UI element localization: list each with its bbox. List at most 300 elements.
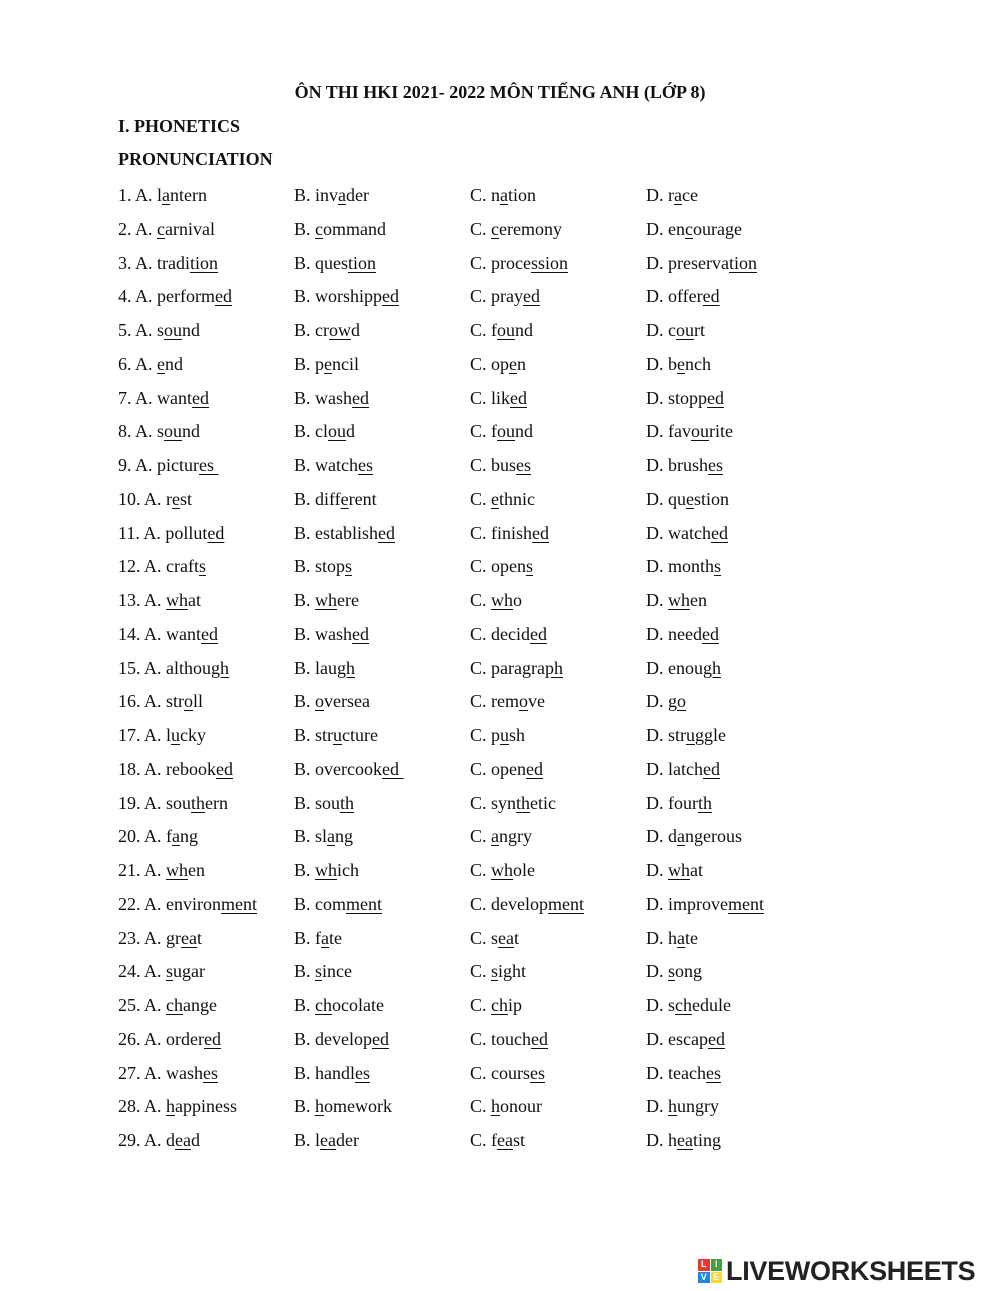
underlined-letters: s <box>526 556 534 577</box>
option-text: ocolate <box>332 995 384 1015</box>
option-text: C. p <box>470 725 501 745</box>
liveworksheets-logo <box>698 1256 975 1286</box>
option-text: ole <box>513 860 536 880</box>
option-text: A. <box>144 590 167 610</box>
answer-option[interactable] <box>646 1059 721 1087</box>
underlined-letters: tion <box>190 252 219 273</box>
answer-option[interactable] <box>294 620 369 648</box>
answer-option[interactable] <box>118 282 232 310</box>
answer-option[interactable] <box>294 1059 370 1087</box>
answer-option[interactable] <box>470 350 526 378</box>
answer-option[interactable] <box>646 451 723 479</box>
question-row <box>118 890 878 924</box>
option-text: D. <box>646 961 668 982</box>
answer-option[interactable] <box>470 316 533 344</box>
underlined-letters: ment <box>727 893 764 914</box>
underlined-letters: es <box>355 1062 370 1083</box>
underlined-letters: ed <box>530 623 547 644</box>
answer-option[interactable] <box>646 856 703 884</box>
option-text: D. stopp <box>646 387 708 408</box>
answer-option[interactable] <box>294 1025 389 1053</box>
underlined-letters: ed <box>532 522 550 543</box>
answer-option[interactable] <box>470 1092 542 1120</box>
question-number: 28. <box>118 1096 141 1117</box>
underlined-letters: a <box>674 185 682 205</box>
question-number: 19. <box>118 792 141 813</box>
option-text: C. pray <box>470 286 523 307</box>
underlined-letters: ea <box>498 927 514 948</box>
answer-option[interactable] <box>646 957 702 985</box>
underlined-letters: gh <box>337 657 355 678</box>
underlined-letters: o <box>519 691 528 712</box>
option-text: B. worshipp <box>294 286 383 307</box>
option-text: C. decid <box>470 623 530 644</box>
question-number: 24. <box>118 961 141 982</box>
answer-option[interactable] <box>294 485 377 513</box>
option-text: C. cours <box>470 1062 530 1083</box>
answer-option[interactable] <box>294 890 382 918</box>
answer-option[interactable] <box>470 620 547 648</box>
answer-option[interactable] <box>470 282 540 310</box>
option-text: ng <box>180 826 199 847</box>
option-text: sh <box>509 725 526 745</box>
answer-option[interactable] <box>646 519 728 547</box>
option-text: der <box>336 1130 359 1150</box>
underlined-letters: c <box>685 218 693 239</box>
option-text: A. althou <box>144 657 212 678</box>
underlined-letters: ed <box>372 1028 389 1049</box>
option-text: A. <box>135 218 158 239</box>
option-text: ntern <box>170 185 207 205</box>
answer-option[interactable] <box>118 316 200 344</box>
question-number: 25. <box>118 995 141 1015</box>
answer-option[interactable] <box>118 654 229 682</box>
answer-option[interactable] <box>646 316 705 344</box>
underlined-letters: ow <box>329 320 351 340</box>
option-text: ve <box>528 691 545 712</box>
option-text: C. bus <box>470 455 517 475</box>
answer-option[interactable] <box>118 890 257 918</box>
option-text: st <box>180 488 193 509</box>
option-text: B. l <box>294 1130 321 1150</box>
underlined-letters: ch <box>675 995 693 1015</box>
answer-option[interactable] <box>294 384 369 412</box>
answer-option[interactable] <box>118 519 224 547</box>
underlined-letters: e <box>686 488 694 509</box>
answer-option[interactable] <box>470 249 568 277</box>
option-text: D. r <box>646 185 674 205</box>
underlined-letters: e <box>491 488 500 509</box>
underlined-letters: s <box>345 556 353 577</box>
answer-option[interactable] <box>118 721 206 749</box>
option-text: te <box>329 927 342 948</box>
answer-option[interactable] <box>294 1126 359 1154</box>
question-number: 21. <box>118 860 141 880</box>
answer-option[interactable] <box>470 215 562 243</box>
answer-option[interactable] <box>470 856 535 884</box>
answer-option[interactable] <box>646 350 711 378</box>
answer-option[interactable] <box>646 789 712 817</box>
option-text: C. <box>470 488 492 509</box>
option-text: A. r <box>144 488 173 509</box>
question-number: 10. <box>118 488 141 509</box>
answer-option[interactable] <box>646 485 729 513</box>
option-text: B. str <box>294 725 334 745</box>
answer-option[interactable] <box>294 451 373 479</box>
answer-option[interactable] <box>294 282 399 310</box>
underlined-letters: ed <box>204 1028 221 1049</box>
option-text: D. watch <box>646 522 711 543</box>
answer-option[interactable] <box>646 282 720 310</box>
answer-option[interactable] <box>646 215 742 243</box>
answer-option[interactable] <box>646 552 721 580</box>
option-text: D. teach <box>646 1062 706 1083</box>
answer-option[interactable] <box>118 856 205 884</box>
answer-option[interactable] <box>294 350 359 378</box>
option-text: A. pictur <box>135 455 199 475</box>
option-text: t <box>197 927 203 948</box>
option-text: nd <box>165 353 184 374</box>
option-text: d <box>351 320 360 340</box>
question-number: 1. <box>118 185 132 205</box>
answer-option[interactable] <box>646 586 707 614</box>
answer-option[interactable] <box>470 1126 525 1154</box>
answer-option[interactable] <box>294 249 376 277</box>
option-text: ight <box>498 961 527 982</box>
answer-option[interactable] <box>646 249 757 277</box>
option-text: B. cl <box>294 421 328 442</box>
option-text: at <box>690 860 703 880</box>
question-row <box>118 417 878 451</box>
question-number: 13. <box>118 590 141 610</box>
option-text: o <box>513 590 523 610</box>
underlined-letters: u <box>171 725 181 745</box>
answer-option[interactable] <box>470 586 522 614</box>
option-text: en <box>690 590 707 610</box>
option-text: D. str <box>646 725 686 745</box>
logo-letter: V <box>698 1272 710 1284</box>
question-row <box>118 282 878 316</box>
option-text: B. <box>294 860 316 880</box>
answer-option[interactable] <box>470 654 563 682</box>
answer-option[interactable] <box>470 1059 545 1087</box>
underlined-letters: ea <box>175 1130 191 1150</box>
underlined-letters: wh <box>491 590 514 610</box>
answer-option[interactable] <box>294 924 342 952</box>
answer-option[interactable] <box>118 1025 221 1053</box>
answer-option[interactable] <box>118 215 215 243</box>
option-text: ommand <box>323 218 387 239</box>
answer-option[interactable] <box>470 1025 548 1053</box>
answer-option[interactable] <box>646 687 686 715</box>
answer-option[interactable] <box>470 417 533 445</box>
option-text: ce <box>682 185 698 205</box>
answer-option[interactable] <box>118 350 183 378</box>
question-row <box>118 384 878 418</box>
answer-option[interactable] <box>118 552 206 580</box>
answer-option[interactable] <box>294 991 384 1019</box>
underlined-letters: tion <box>348 252 377 273</box>
answer-option[interactable] <box>470 755 543 783</box>
option-text: ere <box>337 590 359 610</box>
answer-option[interactable] <box>118 417 200 445</box>
option-text: C. <box>470 961 492 982</box>
underlined-letters: es <box>708 455 723 475</box>
answer-option[interactable] <box>646 1092 719 1120</box>
option-text: ong <box>675 961 703 982</box>
answer-option[interactable] <box>646 654 721 682</box>
answer-option[interactable] <box>470 552 533 580</box>
answer-option[interactable] <box>646 822 742 850</box>
option-text: A. <box>144 860 167 880</box>
answer-option[interactable] <box>646 620 719 648</box>
answer-option[interactable] <box>294 316 360 344</box>
answer-option[interactable] <box>470 451 531 479</box>
answer-option[interactable] <box>470 789 556 817</box>
answer-option[interactable] <box>294 789 354 817</box>
question-number: 7. <box>118 387 132 408</box>
option-text: C. op <box>470 353 510 374</box>
underlined-letters: ed <box>378 522 395 543</box>
option-text: B. wash <box>294 387 352 408</box>
underlined-letters: ea <box>497 1130 513 1150</box>
option-text: D. offer <box>646 286 703 307</box>
option-text: C. <box>470 826 492 847</box>
underlined-letters: ou <box>497 421 515 442</box>
option-text: D. b <box>646 353 677 374</box>
underlined-letters: ea <box>320 1130 336 1150</box>
answer-option[interactable] <box>118 485 192 513</box>
underlined-letters: ed <box>701 623 719 644</box>
underlined-letters: c <box>491 218 500 239</box>
answer-option[interactable] <box>646 890 764 918</box>
option-text: eremony <box>499 218 562 239</box>
answer-option[interactable] <box>294 721 378 749</box>
answer-option[interactable] <box>118 1092 237 1120</box>
answer-option[interactable] <box>118 1059 218 1087</box>
answer-option[interactable] <box>470 721 525 749</box>
answer-option[interactable] <box>294 957 352 985</box>
question-row <box>118 654 878 688</box>
answer-option[interactable] <box>118 1126 200 1154</box>
underlined-letters: ed <box>702 286 720 307</box>
answer-option[interactable] <box>118 687 203 715</box>
answer-option[interactable] <box>646 181 698 209</box>
option-text: B. sou <box>294 792 341 813</box>
answer-option[interactable] <box>470 924 519 952</box>
question-row <box>118 519 878 553</box>
option-text: D. h <box>646 1130 677 1150</box>
underlined-letters: c <box>315 218 324 239</box>
answer-option[interactable] <box>294 654 355 682</box>
option-text: C. paragra <box>470 657 545 678</box>
answer-option[interactable] <box>294 822 353 850</box>
section-heading: I. PHONETICS <box>118 116 241 136</box>
option-text: omework <box>324 1096 392 1117</box>
option-text: A. f <box>144 826 173 847</box>
option-text: ugar <box>173 961 206 982</box>
answer-option[interactable] <box>118 384 209 412</box>
question-row <box>118 1126 878 1160</box>
option-text: A. s <box>135 421 165 442</box>
answer-option[interactable] <box>118 620 218 648</box>
underlined-letters: ch <box>491 995 509 1015</box>
option-text: t <box>514 927 520 948</box>
underlined-letters: ed <box>531 1028 548 1049</box>
answer-option[interactable] <box>646 721 726 749</box>
option-text: B. p <box>294 353 325 374</box>
underlined-letters: th <box>191 792 206 813</box>
underlined-letters: u <box>500 725 510 745</box>
question-number: 3. <box>118 252 132 273</box>
underlined-letters: ou <box>690 421 709 442</box>
answer-option[interactable] <box>470 991 522 1019</box>
answer-option[interactable] <box>470 181 536 209</box>
option-text: A. <box>144 961 167 982</box>
option-text: A. want <box>135 387 193 408</box>
answer-option[interactable] <box>646 755 720 783</box>
underlined-letters: ea <box>677 1130 693 1150</box>
answer-option[interactable] <box>118 991 217 1019</box>
logo-letter: E <box>711 1272 723 1284</box>
answer-option[interactable] <box>294 417 355 445</box>
page-title: ÔN THI HKI 2021- 2022 MÔN TIẾNG ANH (LỚP 8) <box>294 82 706 102</box>
answer-option[interactable] <box>646 1025 725 1053</box>
underlined-letters: e <box>172 488 181 509</box>
option-text: D. s <box>646 995 676 1015</box>
underlined-letters: th <box>340 792 355 813</box>
answer-option[interactable] <box>294 215 386 243</box>
underlined-letters: wh <box>166 590 189 610</box>
option-text: nd <box>182 320 201 340</box>
question-number: 15. <box>118 657 141 678</box>
underlined-letters: e <box>340 488 349 509</box>
answer-option[interactable] <box>118 822 198 850</box>
option-text: D. escap <box>646 1028 708 1049</box>
option-text: C. <box>470 995 492 1015</box>
answer-option[interactable] <box>294 687 370 715</box>
answer-option[interactable] <box>118 181 207 209</box>
underlined-letters: ed <box>523 286 540 307</box>
logo-letter: L <box>698 1259 710 1271</box>
option-text: D. en <box>646 218 685 239</box>
answer-option[interactable] <box>470 957 526 985</box>
answer-option[interactable] <box>646 991 731 1019</box>
question-number: 29. <box>118 1130 141 1150</box>
underlined-letters: ed <box>702 758 720 779</box>
option-text: ncil <box>332 353 360 374</box>
answer-option[interactable] <box>294 856 359 884</box>
option-text: A. l <box>135 185 163 205</box>
option-text: B. establish <box>294 522 378 543</box>
question-row <box>118 181 878 215</box>
option-text: C. touch <box>470 1028 531 1049</box>
option-text: d <box>346 421 355 442</box>
answer-option[interactable] <box>294 755 403 783</box>
answer-option[interactable] <box>470 384 527 412</box>
answer-option[interactable] <box>294 552 352 580</box>
question-row <box>118 451 878 485</box>
answer-option[interactable] <box>294 1092 392 1120</box>
option-text: ngry <box>499 826 533 847</box>
answer-option[interactable] <box>646 417 733 445</box>
question-number: 27. <box>118 1062 141 1083</box>
option-text: thnic <box>499 488 536 509</box>
answer-option[interactable] <box>118 451 219 479</box>
option-text: nd <box>515 320 533 340</box>
option-text: en <box>188 860 206 880</box>
option-text: B. sl <box>294 826 328 847</box>
option-text: stion <box>694 488 730 509</box>
question-number: 9. <box>118 455 132 475</box>
underlined-letters: ea <box>181 927 197 948</box>
option-text: B. lau <box>294 657 337 678</box>
underlined-letters: s <box>714 556 722 577</box>
answer-option[interactable] <box>294 181 369 209</box>
question-row <box>118 1025 878 1059</box>
underlined-letters: ed <box>382 286 400 307</box>
underlined-letters: a <box>500 185 509 205</box>
answer-option[interactable] <box>118 586 201 614</box>
option-text: D. c <box>646 320 676 340</box>
option-text: B. <box>294 590 316 610</box>
option-text: nd <box>515 421 533 442</box>
option-text: A. d <box>144 1130 176 1150</box>
answer-option[interactable] <box>470 687 545 715</box>
answer-option[interactable] <box>470 890 584 918</box>
answer-option[interactable] <box>470 519 549 547</box>
option-text: etic <box>530 792 557 813</box>
answer-option[interactable] <box>118 924 202 952</box>
option-text: D. <box>646 1096 668 1117</box>
option-text: D. month <box>646 556 715 577</box>
option-text: A. gr <box>144 927 182 948</box>
question-number: 14. <box>118 623 141 644</box>
answer-option[interactable] <box>294 519 395 547</box>
answer-option[interactable] <box>118 755 233 783</box>
option-text: ng <box>335 826 354 847</box>
option-text: ll <box>193 691 204 712</box>
answer-option[interactable] <box>294 586 359 614</box>
answer-option[interactable] <box>118 957 205 985</box>
option-text: C. finish <box>470 522 533 543</box>
option-text: B. diff <box>294 488 341 509</box>
option-text: arnival <box>165 218 215 239</box>
option-text: rt <box>694 320 705 340</box>
answer-option[interactable] <box>646 384 724 412</box>
answer-option[interactable] <box>118 789 228 817</box>
answer-option[interactable] <box>646 924 698 952</box>
option-text: C. f <box>470 421 497 442</box>
option-text: edule <box>692 995 731 1015</box>
option-text: rite <box>708 421 733 442</box>
question-row <box>118 687 878 721</box>
question-row <box>118 755 878 789</box>
question-row <box>118 350 878 384</box>
answer-option[interactable] <box>470 822 532 850</box>
answer-option[interactable] <box>118 249 218 277</box>
question-number: 18. <box>118 758 141 779</box>
option-text: D. improve <box>646 893 728 914</box>
question-row <box>118 822 878 856</box>
underlined-letters: a <box>321 927 329 948</box>
underlined-letters: ph <box>544 657 563 678</box>
option-text: D. preserva <box>646 252 729 273</box>
logo-letter: I <box>711 1259 723 1271</box>
option-text: C. <box>470 590 492 610</box>
answer-option[interactable] <box>470 485 535 513</box>
answer-option[interactable] <box>646 1126 721 1154</box>
